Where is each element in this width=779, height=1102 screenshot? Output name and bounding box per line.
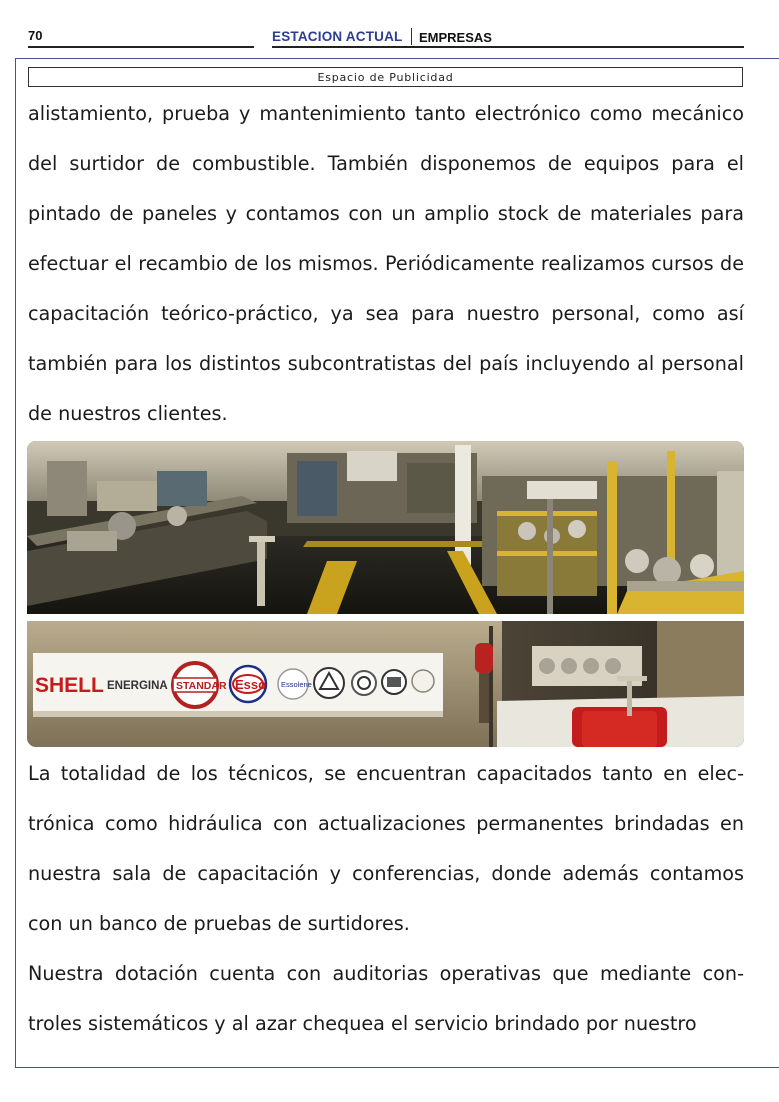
standard-sign: STANDAR xyxy=(176,680,227,692)
header-rule-right xyxy=(272,46,744,48)
page-number: 70 xyxy=(28,28,43,43)
paragraph-technicians: La totalidad de los técnicos, se encuentran capacitados tanto en electrónica como hidráulica con actualizaciones permanentes brindadas en nuestra sala de capacitación y conferencias, donde además contamos con un banco de pruebas de surtidores. xyxy=(28,762,744,935)
brand-signs-photo xyxy=(27,621,744,747)
header-section-title: ESTACION ACTUAL xyxy=(272,29,403,44)
essolene-sign: Essolene xyxy=(281,680,312,689)
energina-sign: ENERGINA xyxy=(107,680,168,692)
paragraph-audits: Nuestra dotación cuenta con auditorias operativas que mediante controles sistemáticos y al azar chequea el servicio brindado por nuestro xyxy=(28,962,744,1035)
workshop-photo xyxy=(27,441,744,614)
gas-del-estado-sign-icon xyxy=(352,671,376,695)
nafta-sign-icon xyxy=(412,670,434,692)
advertising-banner[interactable]: Espacio de Publicidad xyxy=(28,67,743,87)
shell-sign: SHELL xyxy=(35,674,104,697)
esso-sign: Esso xyxy=(235,677,267,692)
header-rule-left xyxy=(28,46,254,48)
header-separator xyxy=(411,28,412,45)
workshop-photo-image xyxy=(27,441,744,614)
brand-signs-image xyxy=(27,621,744,747)
paragraph-intro: alistamiento, prueba y mantenimiento tanto electrónico como mecánico del surtidor de combustible. También disponemos de equipos para el pintado de paneles y contamos con un amplio stock de materiales para efectuar el recambio de los mismos. Periódicamente realizamos cursos de capacitación teórico-práctico, ya sea para nuestro personal, como así también para los distintos subcontratistas del país incluyendo al personal de nuestros clientes. xyxy=(28,102,744,425)
header-category: EMPRESAS xyxy=(419,30,492,45)
